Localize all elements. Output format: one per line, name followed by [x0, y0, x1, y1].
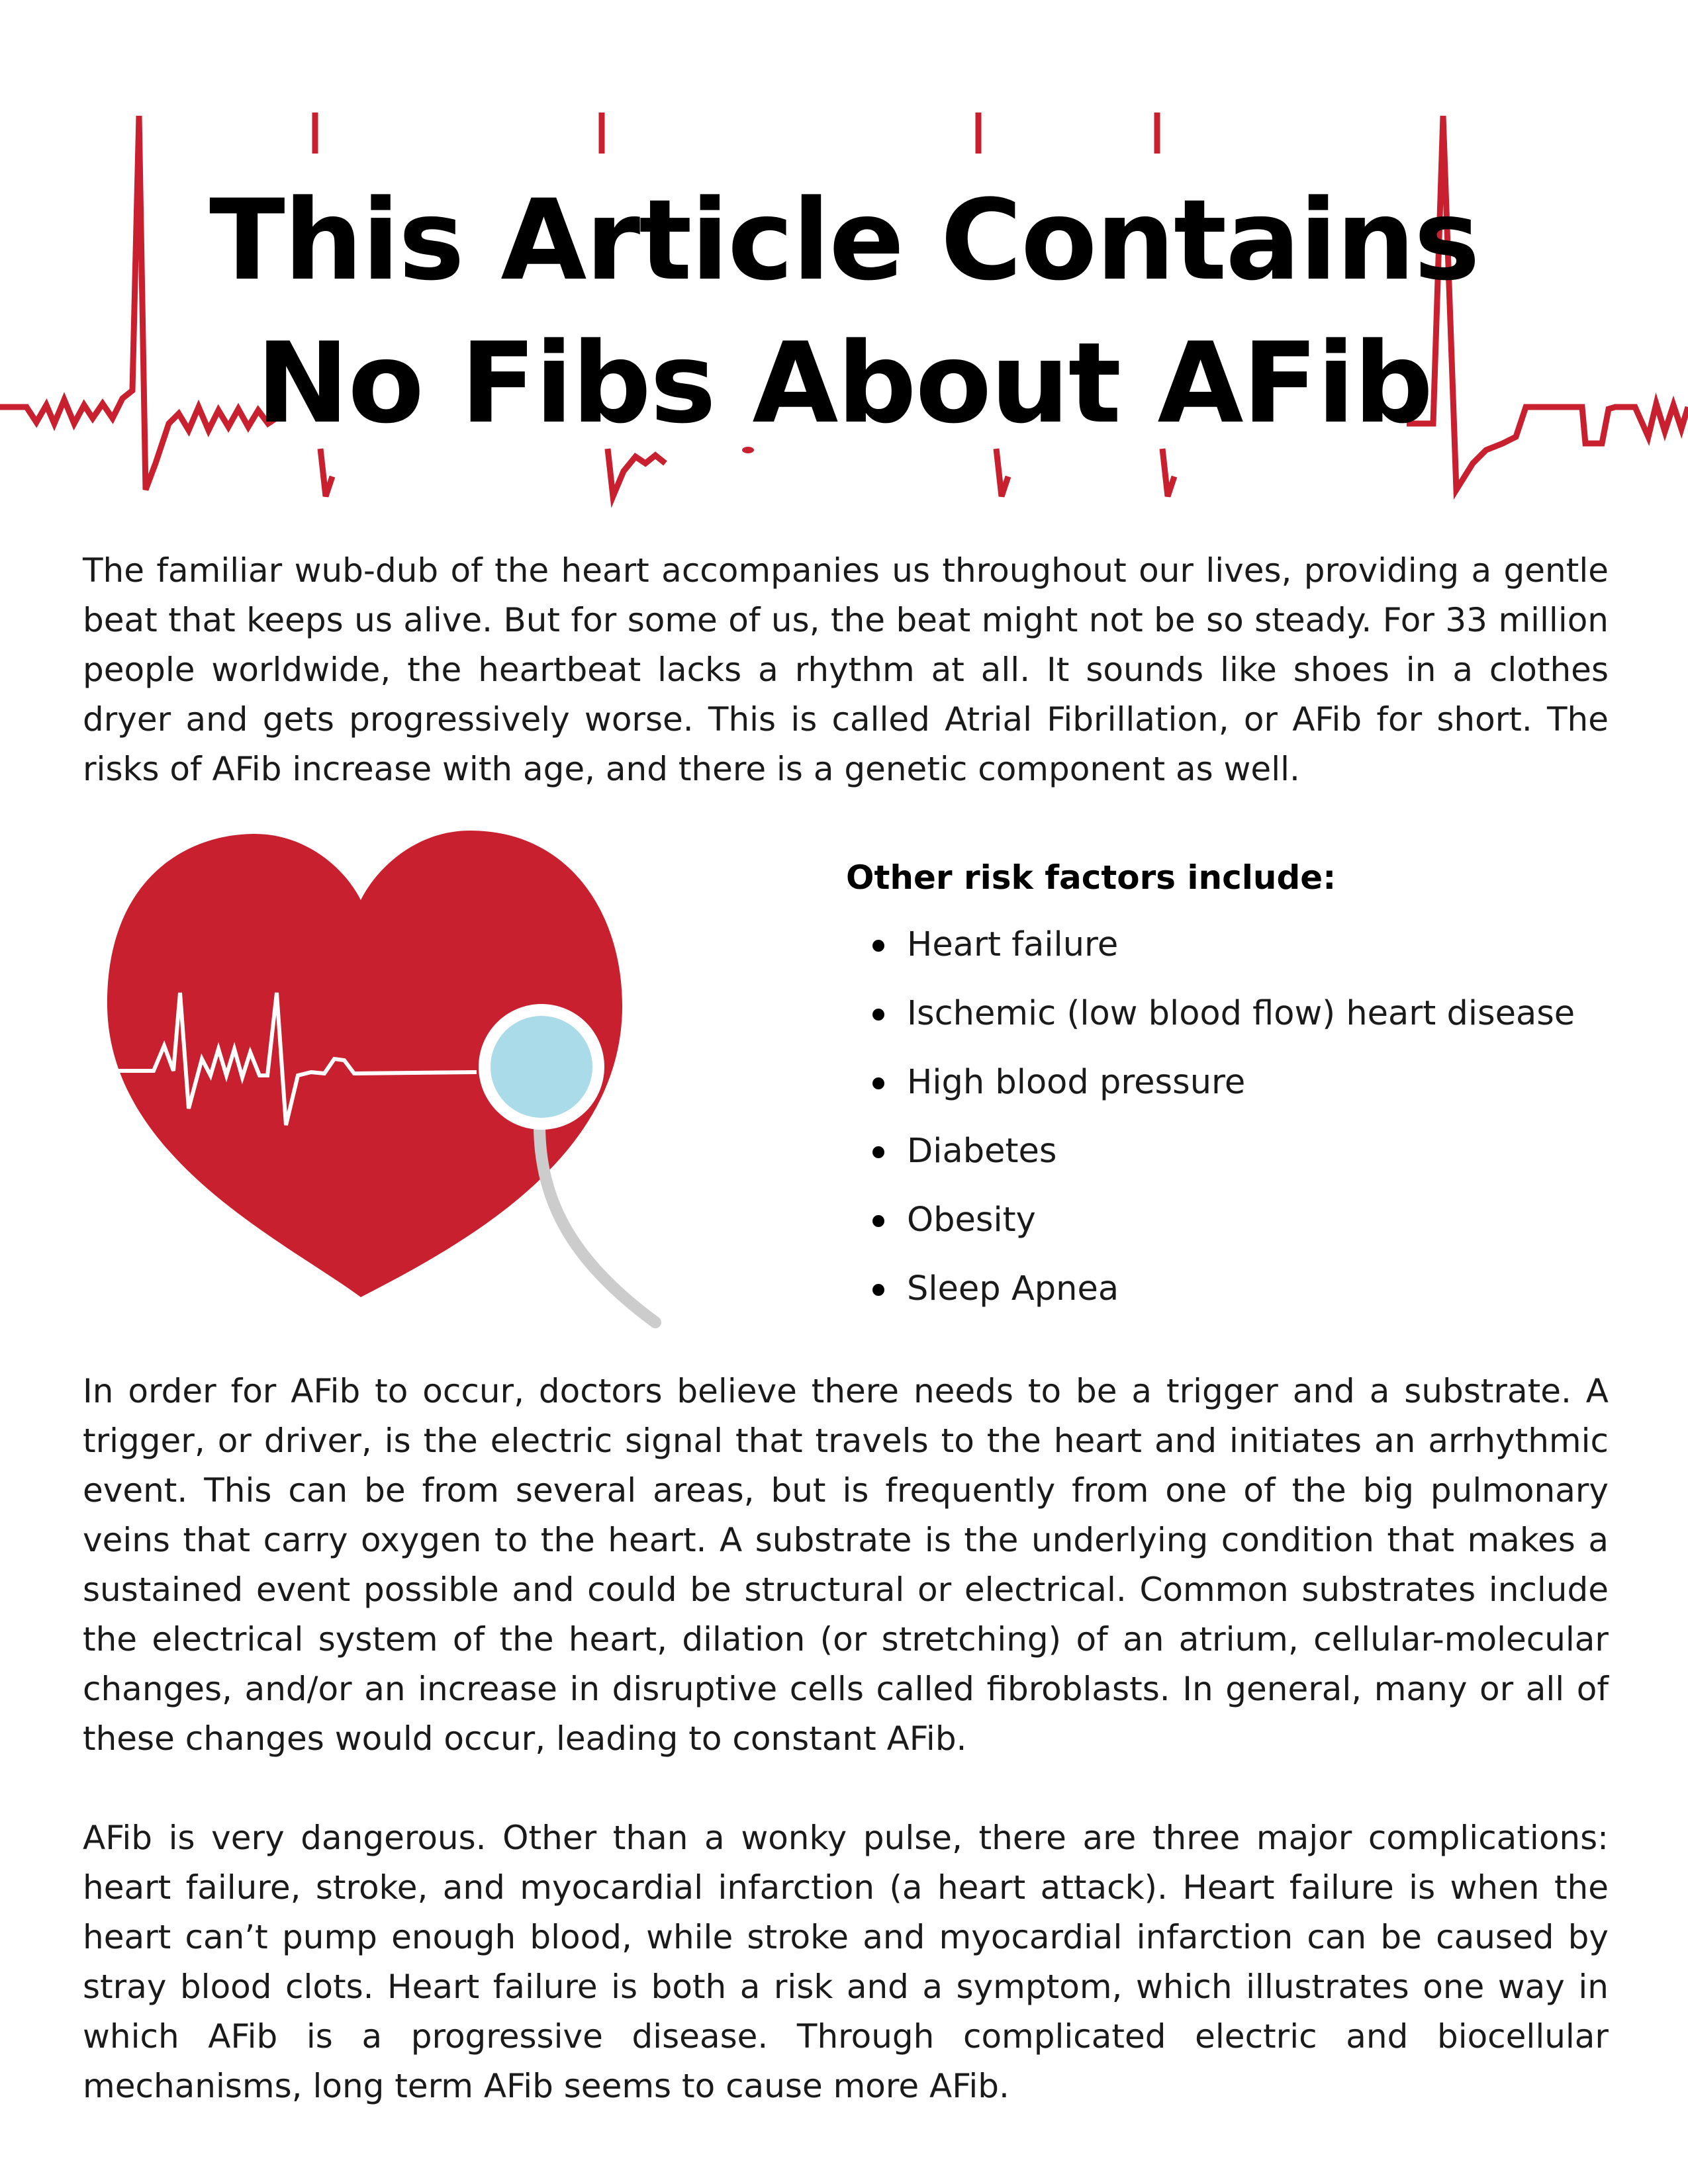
stethoscope-chestpiece — [491, 1016, 592, 1118]
list-item — [846, 1265, 1640, 1334]
list-item — [846, 1197, 1640, 1265]
bullet-icon — [872, 1146, 884, 1158]
list-item — [846, 990, 1640, 1059]
ecg-spike-bottom-1 — [320, 449, 332, 496]
title-line-2: No Fibs About AFib — [256, 318, 1432, 448]
ecg-spike-bottom-4 — [1162, 449, 1174, 496]
bullet-icon — [872, 1284, 884, 1296]
intro-paragraph: The familiar wub-dub of the heart accompanies us throughout our lives, providing a gentle beat that keeps us alive. But for some of us, the beat might not be so steady. For 33 million people worldwide, the heartbeat lacks a rhythm at all. It sounds like shoes in a clothes dryer and gets progressively worse. This is called Atrial Fibrillation, or AFib for short. The risks of AFib increase with age, and there is a genetic component as well. — [83, 551, 1609, 788]
list-item-label: High blood pressure — [907, 1063, 1246, 1102]
list-item — [846, 1128, 1640, 1197]
list-item-label: Heart failure — [907, 925, 1119, 964]
bullet-icon — [872, 1077, 884, 1089]
list-item-label: Obesity — [907, 1201, 1036, 1240]
list-item-label: Ischemic (low blood flow) heart disease — [907, 994, 1575, 1033]
title-line-1: This Article Contains — [209, 175, 1479, 305]
list-item — [846, 1059, 1640, 1128]
list-item-label: Diabetes — [907, 1132, 1057, 1171]
list-item-label: Sleep Apnea — [907, 1269, 1119, 1308]
ecg-spike-bottom-2 — [608, 449, 665, 496]
list-item — [846, 921, 1640, 990]
bullet-icon — [872, 940, 884, 952]
bullet-icon — [872, 1215, 884, 1227]
risk-factors-section — [846, 854, 1640, 1334]
heart-with-ecg-and-stethoscope-icon — [93, 821, 669, 1330]
trigger-substrate-paragraph: In order for AFib to occur, doctors believe there needs to be a trigger and a substrate. A trigger, or driver, is the electric signal that travels to the heart and initiates an arrhythmic event. This can be from several areas, but is frequently from one of the big pulmonary veins that carry oxygen to the heart. A substrate is the underlying condition that makes a sustained event possible and could be structural or electrical. Common substrates include the electrical system of the heart, dilation (or stretching) of an atrium, cellular-molecular changes, and/or an increase in disruptive cells called fibroblasts. In general, many or all of these changes would occur, leading to constant AFib. — [83, 1372, 1609, 1758]
risk-factors-list — [846, 921, 1640, 1334]
page-title — [0, 169, 1688, 455]
risk-factors-heading: Other risk factors include: — [846, 858, 1336, 897]
bullet-icon — [872, 1009, 884, 1021]
ecg-spike-bottom-3 — [996, 449, 1008, 496]
complications-paragraph: AFib is very dangerous. Other than a wonky pulse, there are three major complications: heart failure, stroke, and myocardial infarction (a heart attack). Heart failure is when the heart can’t pump enough blood, while stroke and myocardial infarction can be caused by stray blood clots. Heart failure is both a risk and a symptom, which illustrates one way in which AFib is a progressive disease. Through complicated electric and biocellular mechanisms, long term AFib seems to cause more AFib. — [83, 1819, 1609, 2105]
